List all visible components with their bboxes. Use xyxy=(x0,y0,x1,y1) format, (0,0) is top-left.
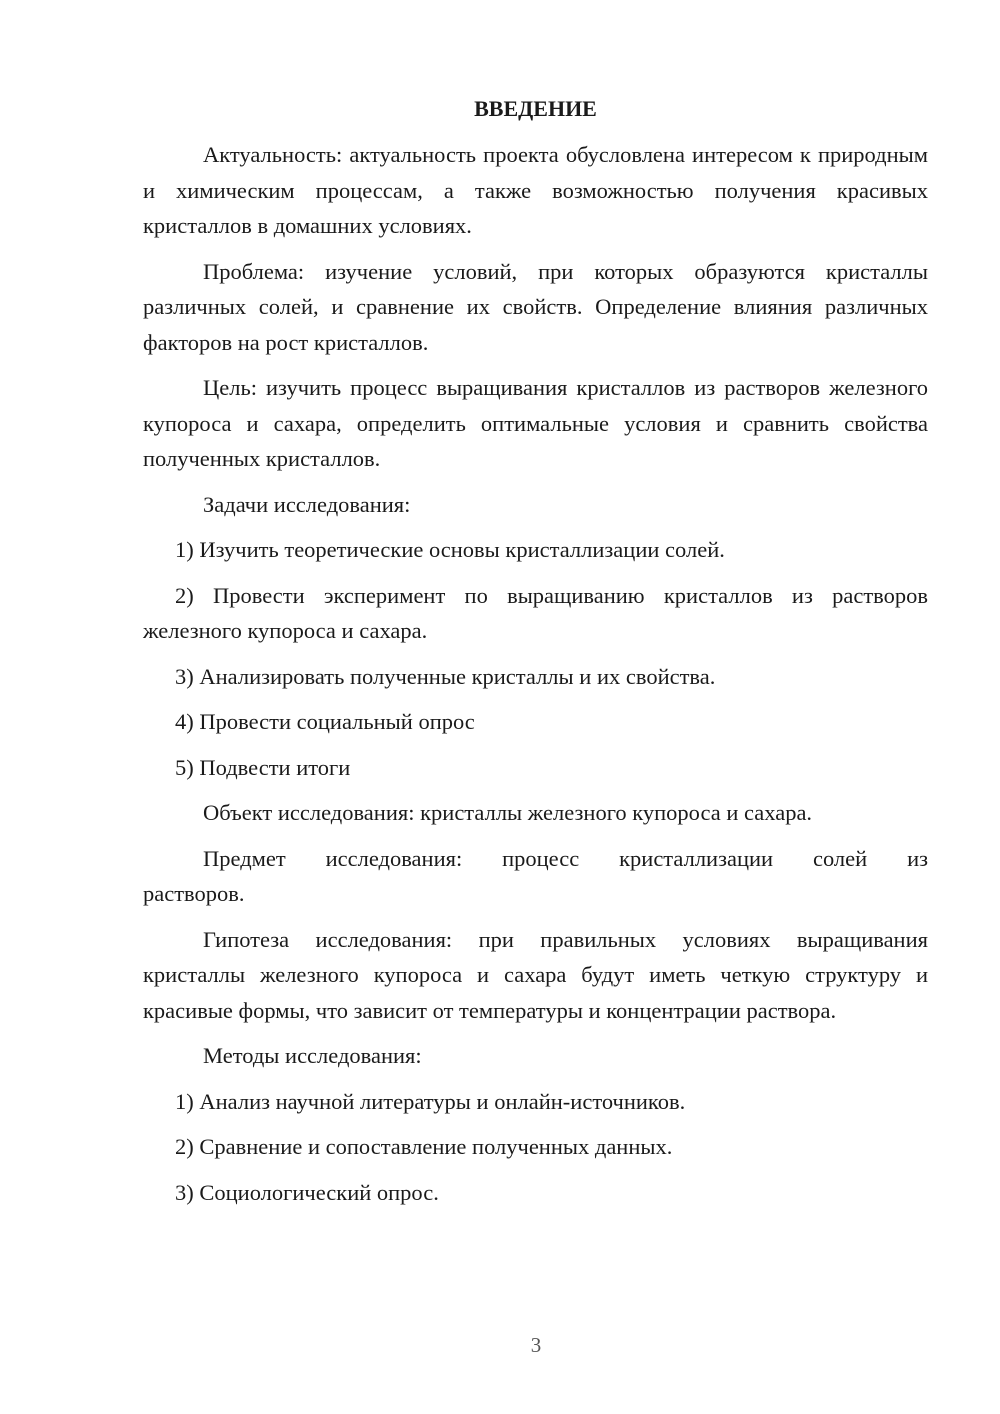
task-item: 1) Изучить теоретические основы кристаллизации солей. xyxy=(175,537,725,562)
page-title: ВВЕДЕНИЕ xyxy=(474,96,597,121)
relevance-paragraph: Актуальность: актуальность проекта обусловлена интересом к природным и химическим процессам, а также возможностью получения красивых кристаллов в домашних условиях. xyxy=(143,142,928,238)
page-content xyxy=(143,93,928,1220)
task-item: 2) Провести эксперимент по выращиванию кристаллов из растворов железного купороса и сахара. xyxy=(143,582,928,643)
method-item: 2) Сравнение и сопоставление полученных данных. xyxy=(175,1134,673,1159)
task-item: 3) Анализировать полученные кристаллы и их свойства. xyxy=(175,663,716,689)
task-item: 4) Провести социальный опрос xyxy=(175,709,475,734)
object-paragraph: Объект исследования: кристаллы железного купороса и сахара. xyxy=(203,800,813,825)
page-number: 3 xyxy=(530,1333,542,1357)
subject-paragraph: Предмет исследования: процесс кристаллизации солей из растворов. xyxy=(143,845,928,906)
method-item: 3) Социологический опрос. xyxy=(175,1179,439,1205)
methods-label: Методы исследования: xyxy=(203,1043,422,1068)
hypothesis-paragraph: Гипотеза исследования: при правильных условиях выращивания кристаллы железного купороса и сахара будут иметь четкую структуру и красивые формы, что зависит от температуры и концентрации раствора. xyxy=(143,926,928,1023)
problem-paragraph: Проблема: изучение условий, при которых образуются кристаллы различных солей, и сравнение их свойств. Определение влияния различных факторов на рост кристаллов. xyxy=(143,258,928,355)
method-item: 1) Анализ научной литературы и онлайн-источников. xyxy=(175,1088,686,1114)
goal-paragraph: Цель: изучить процесс выращивания кристаллов из растворов железного купороса и сахара, определить оптимальные условия и сравнить свойства полученных кристаллов. xyxy=(143,375,928,471)
task-item: 5) Подвести итоги xyxy=(175,754,351,780)
tasks-label: Задачи исследования: xyxy=(203,491,411,517)
